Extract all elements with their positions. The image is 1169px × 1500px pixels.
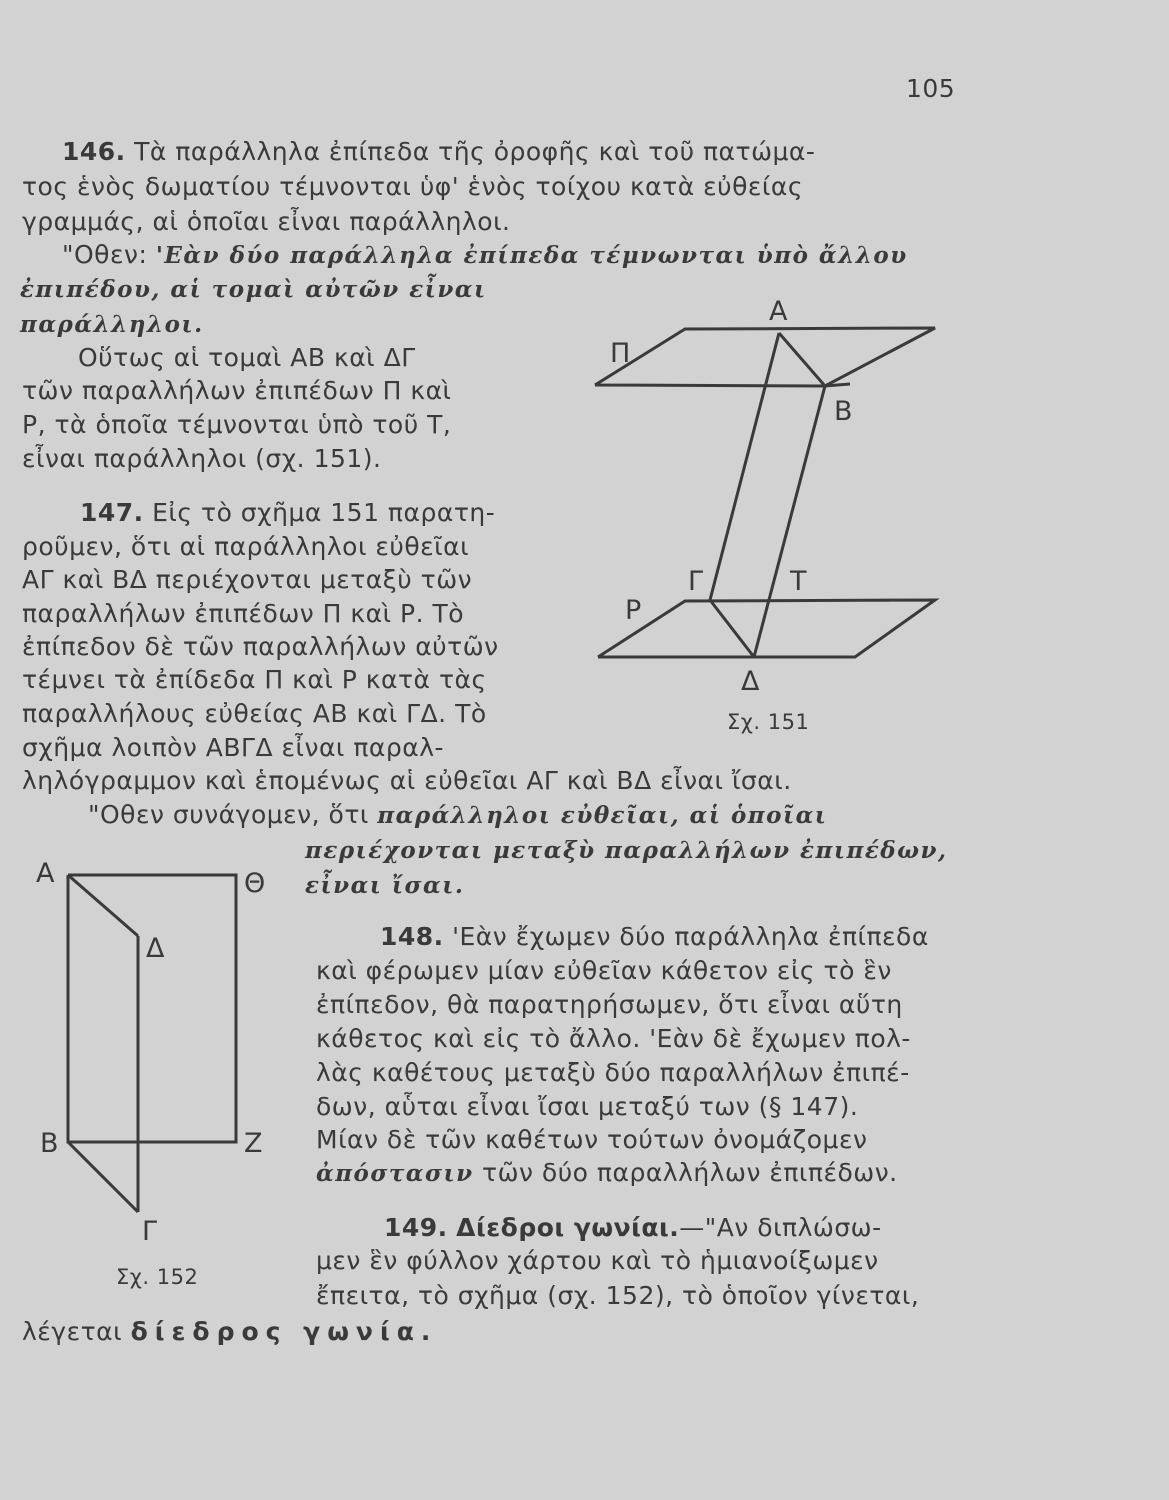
text-line: ἐπίπεδον δὲ τῶν παραλλήλων αὐτῶν — [22, 632, 499, 661]
text-line: παραλλήλων ἐπιπέδων Π καὶ Ρ. Τὸ — [22, 599, 465, 628]
text-line: Μίαν δὲ τῶν καθέτων τούτων ὀνομάζομεν — [316, 1125, 868, 1154]
text-line: ροῦμεν, ὅτι αἱ παράλληλοι εὐθεῖαι — [22, 532, 470, 561]
label-a: Α — [769, 296, 788, 327]
rule-text: παράλληλοι εὐθεῖαι, αἱ ὁποῖαι — [377, 802, 828, 829]
text-line: ἐπίπεδον, θὰ παρατηρήσωμεν, ὅτι εἶναι αὕτη — [316, 990, 903, 1019]
label-d: Δ — [146, 933, 165, 964]
text-line: ΑΓ καὶ ΒΔ περιέχονται μεταξὺ τῶν — [22, 565, 473, 594]
text-line: μεν ἓν φύλλον χάρτου καὶ τὸ ἡμιανοίξωμεν — [316, 1246, 879, 1275]
label-g: Γ — [688, 566, 704, 597]
text: "Οθεν: — [62, 240, 148, 269]
text-line: παραλλήλους εὐθείας ΑΒ καὶ ΓΔ. Τὸ — [22, 699, 487, 728]
rule-text: περιέχονται μεταξὺ παραλλήλων ἐπιπέδων, — [305, 837, 948, 864]
text: λέγεται — [22, 1317, 123, 1346]
rule-text: εἶναι ἴσαι. — [305, 872, 465, 899]
text-line: ἔπειτα, τὸ σχῆμα (σχ. 152), τὸ ὁποῖον γίνεται, — [316, 1281, 920, 1310]
label-t: Τ — [790, 566, 807, 597]
label-theta: Θ — [244, 868, 266, 899]
label-d: Δ — [741, 666, 760, 697]
term: ἀπόστασιν — [316, 1160, 474, 1187]
text-line: τῶν παραλλήλων ἐπιπέδων Π καὶ — [22, 376, 452, 405]
text-line: Ρ, τὰ ὁποῖα τέμνονται ὑπὸ τοῦ Τ, — [22, 410, 452, 439]
text-line: δων, αὗται εἶναι ἴσαι μεταξύ των (§ 147). — [316, 1092, 859, 1121]
text-line: καὶ φέρωμεν μίαν εὐθεῖαν κάθετον εἰς τὸ ἓν — [316, 956, 892, 985]
section-number: 146. — [62, 137, 126, 166]
rule-text: παράλληλοι. — [20, 311, 204, 338]
label-g: Γ — [142, 1216, 158, 1247]
section-title: Δίεδροι γωνίαι. — [456, 1213, 680, 1242]
figure-152-caption: Σχ. 152 — [116, 1265, 199, 1289]
text: Εἰς τὸ σχῆμα 151 παρατη- — [152, 498, 496, 527]
rectangle-abzth — [68, 875, 236, 1142]
edge-bg — [68, 1142, 138, 1212]
text-line: ληλόγραμμον καὶ ἑπομένως αἱ εὐθεῖαι ΑΓ καὶ ΒΔ εἶναι ἴσαι. — [22, 766, 792, 795]
label-z: Ζ — [244, 1128, 263, 1159]
label-b: Β — [40, 1128, 59, 1159]
text-line: εἶναι παράλληλοι (σχ. 151). — [22, 444, 382, 473]
text-line: σχῆμα λοιπὸν ΑΒΓΔ εἶναι παραλ- — [22, 733, 445, 762]
rule-text: ἐπιπέδου, αἱ τομαὶ αὐτῶν εἶναι — [20, 276, 487, 303]
label-b: Β — [834, 396, 853, 427]
section-number: 149. — [384, 1213, 448, 1242]
text-line: κάθετος καὶ εἰς τὸ ἄλλο. 'Εὰν δὲ ἔχωμεν πολ- — [316, 1024, 911, 1053]
text-line: λὰς καθέτους μεταξὺ δύο παραλλήλων ἐπιπέ- — [316, 1058, 910, 1087]
label-p: Π — [610, 338, 631, 369]
text: τῶν δύο παραλλήλων ἐπιπέδων. — [482, 1158, 898, 1187]
text: 'Εὰν ἔχωμεν δύο παράλληλα ἐπίπεδα — [452, 922, 929, 951]
text-line: γραμμάς, αἱ ὁποῖαι εἶναι παράλληλοι. — [22, 207, 511, 236]
label-r: Ρ — [625, 595, 642, 626]
text-line: τος ἑνὸς δωματίου τέμνονται ὑφ' ἑνὸς τοίχου κατὰ εὐθείας — [22, 172, 804, 201]
page-number: 105 — [906, 74, 956, 103]
text: Τὰ παράλληλα ἐπίπεδα τῆς ὀροφῆς καὶ τοῦ πατώμα- — [134, 137, 816, 166]
label-a: Α — [36, 858, 55, 889]
text: —"Αν διπλώσω- — [679, 1213, 882, 1242]
text-line: τέμνει τὰ ἐπίδεδα Π καὶ Ρ κατὰ τὰς — [22, 665, 487, 694]
section-number: 147. — [80, 498, 144, 527]
text: "Οθεν συνάγομεν, ὅτι — [88, 800, 369, 829]
term: δίεδρος γωνία. — [130, 1317, 438, 1346]
section-number: 148. — [380, 922, 444, 951]
rule-text: 'Εὰν δύο παράλληλα ἐπίπεδα τέμνωνται ὑπὸ ἄλλου — [155, 242, 908, 269]
text-line: Οὕτως αἱ τομαὶ ΑΒ καὶ ΔΓ — [78, 343, 416, 372]
figure-151-caption: Σχ. 151 — [727, 710, 810, 734]
edge-ad — [68, 875, 138, 936]
